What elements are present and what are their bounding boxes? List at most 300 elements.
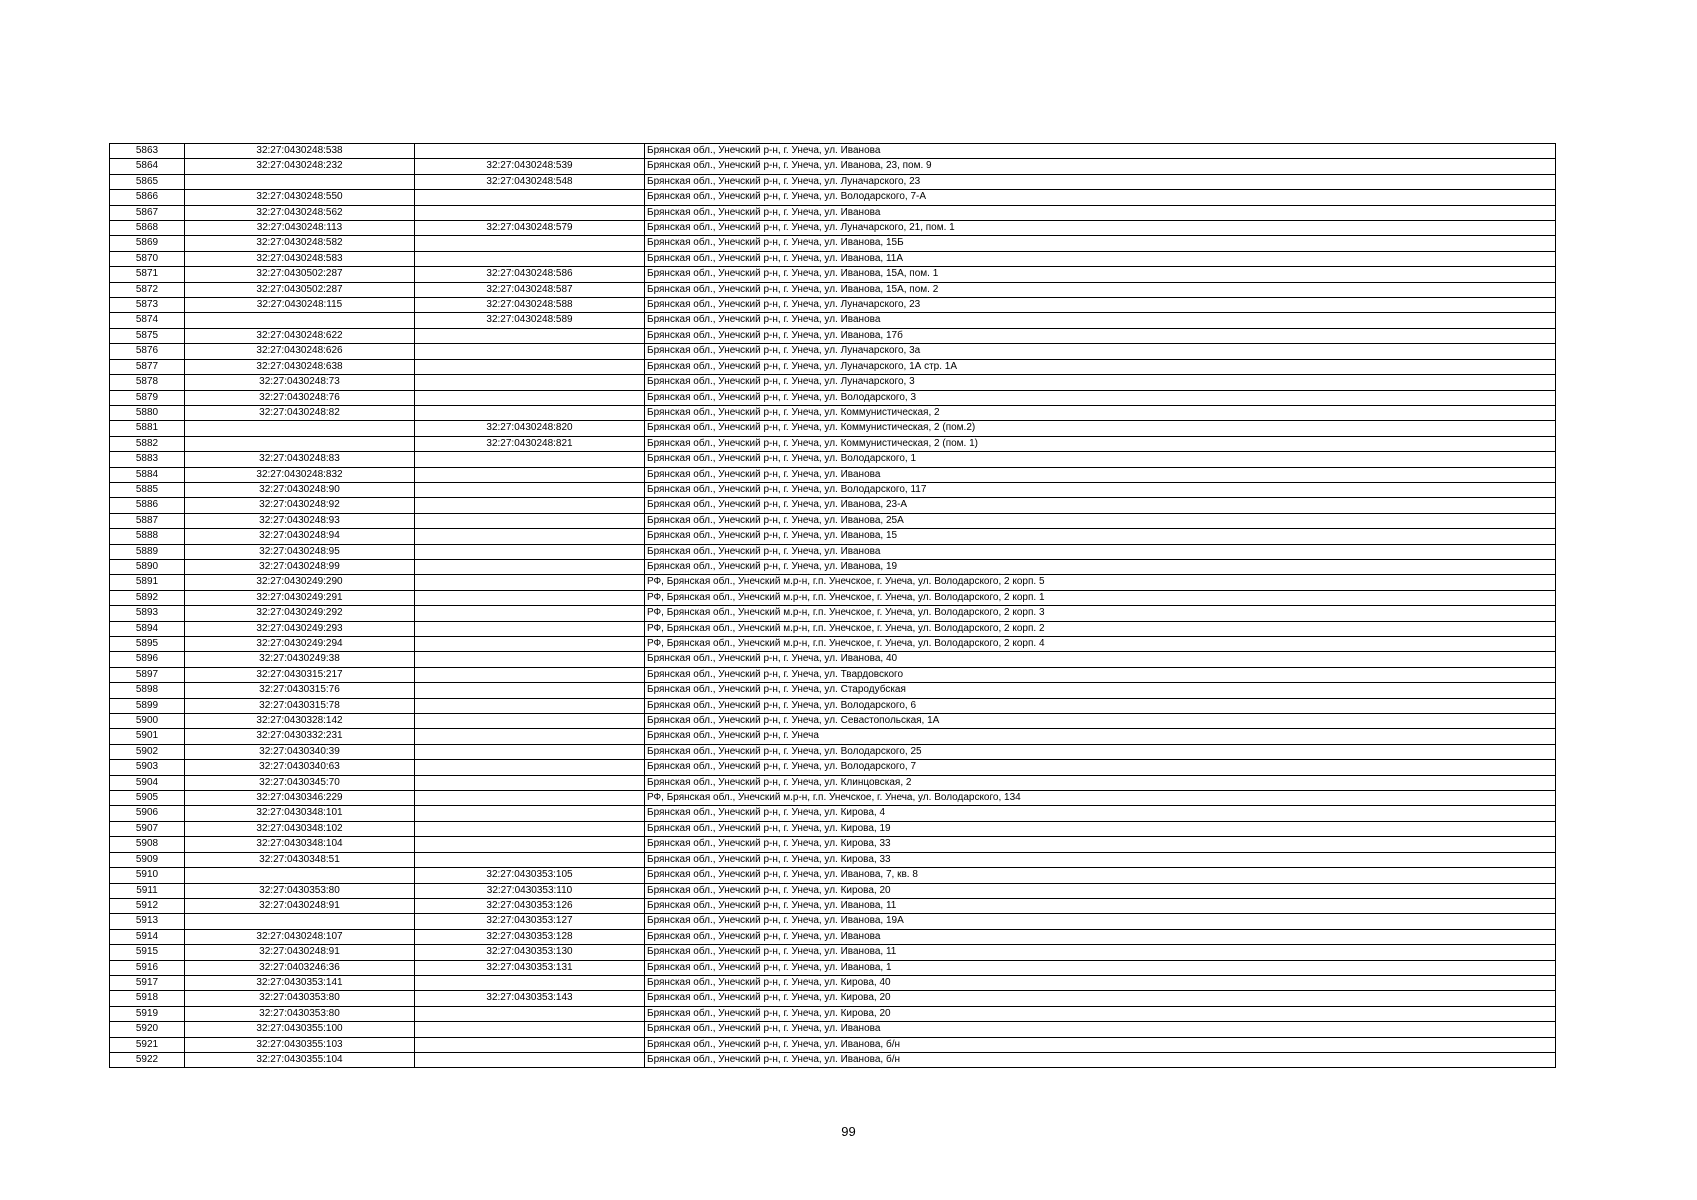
cadastral-number-cell: 32:27:0430248:113 bbox=[185, 221, 415, 236]
address-cell: Брянская обл., Унечский р-н, г. Унеча, ул. Володарского, 1 bbox=[645, 452, 1556, 467]
related-cadastral-number-cell bbox=[415, 359, 645, 374]
table-row bbox=[110, 559, 1556, 574]
address-cell: Брянская обл., Унечский р-н, г. Унеча, ул. Луначарского, 23 bbox=[645, 298, 1556, 313]
row-number-cell: 5896 bbox=[110, 652, 185, 667]
row-number-cell: 5864 bbox=[110, 159, 185, 174]
cadastral-number-cell bbox=[185, 436, 415, 451]
cadastral-number-cell: 32:27:0430353:80 bbox=[185, 1006, 415, 1021]
cadastral-number-cell: 32:27:0430248:115 bbox=[185, 298, 415, 313]
table-row bbox=[110, 729, 1556, 744]
cadastral-number-cell: 32:27:0430355:100 bbox=[185, 1022, 415, 1037]
address-cell: Брянская обл., Унечский р-н, г. Унеча, ул. Кирова, 4 bbox=[645, 806, 1556, 821]
row-number-cell: 5912 bbox=[110, 898, 185, 913]
row-number-cell: 5882 bbox=[110, 436, 185, 451]
related-cadastral-number-cell bbox=[415, 529, 645, 544]
cadastral-number-cell: 32:27:0430345:70 bbox=[185, 775, 415, 790]
row-number-cell: 5906 bbox=[110, 806, 185, 821]
row-number-cell: 5881 bbox=[110, 421, 185, 436]
cadastral-number-cell: 32:27:0403246:36 bbox=[185, 960, 415, 975]
cadastral-number-cell: 32:27:0430248:95 bbox=[185, 544, 415, 559]
table-row bbox=[110, 590, 1556, 605]
cadastral-number-cell bbox=[185, 421, 415, 436]
cadastral-number-cell: 32:27:0430353:141 bbox=[185, 975, 415, 990]
address-cell: Брянская обл., Унечский р-н, г. Унеча, ул. Иванова, 15Б bbox=[645, 236, 1556, 251]
related-cadastral-number-cell bbox=[415, 975, 645, 990]
cadastral-number-cell: 32:27:0430248:626 bbox=[185, 344, 415, 359]
address-cell: Брянская обл., Унечский р-н, г. Унеча, ул. Иванова, 11 bbox=[645, 945, 1556, 960]
cadastral-number-cell: 32:27:0430348:51 bbox=[185, 852, 415, 867]
related-cadastral-number-cell bbox=[415, 544, 645, 559]
address-cell: Брянская обл., Унечский р-н, г. Унеча, ул. Володарского, 3 bbox=[645, 390, 1556, 405]
row-number-cell: 5877 bbox=[110, 359, 185, 374]
related-cadastral-number-cell bbox=[415, 791, 645, 806]
cadastral-number-cell: 32:27:0430248:92 bbox=[185, 498, 415, 513]
row-number-cell: 5885 bbox=[110, 482, 185, 497]
row-number-cell: 5908 bbox=[110, 837, 185, 852]
related-cadastral-number-cell bbox=[415, 837, 645, 852]
related-cadastral-number-cell bbox=[415, 821, 645, 836]
table-row bbox=[110, 621, 1556, 636]
cadastral-number-cell: 32:27:0430248:638 bbox=[185, 359, 415, 374]
cadastral-number-cell: 32:27:0430502:287 bbox=[185, 267, 415, 282]
row-number-cell: 5898 bbox=[110, 683, 185, 698]
cadastral-number-cell: 32:27:0430248:583 bbox=[185, 251, 415, 266]
cadastral-number-cell: 32:27:0430346:229 bbox=[185, 791, 415, 806]
cadastral-number-cell: 32:27:0430248:622 bbox=[185, 328, 415, 343]
table-row bbox=[110, 806, 1556, 821]
address-cell: Брянская обл., Унечский р-н, г. Унеча, ул. Володарского, 25 bbox=[645, 744, 1556, 759]
row-number-cell: 5922 bbox=[110, 1052, 185, 1067]
address-cell: Брянская обл., Унечский р-н, г. Унеча, ул. Иванова, 7, кв. 8 bbox=[645, 868, 1556, 883]
table-row bbox=[110, 144, 1556, 159]
registry-table bbox=[109, 143, 1556, 1068]
related-cadastral-number-cell bbox=[415, 806, 645, 821]
row-number-cell: 5876 bbox=[110, 344, 185, 359]
row-number-cell: 5917 bbox=[110, 975, 185, 990]
cadastral-number-cell: 32:27:0430249:293 bbox=[185, 621, 415, 636]
address-cell: Брянская обл., Унечский р-н, г. Унеча, ул. Коммунистическая, 2 bbox=[645, 405, 1556, 420]
related-cadastral-number-cell bbox=[415, 606, 645, 621]
row-number-cell: 5918 bbox=[110, 991, 185, 1006]
table-row bbox=[110, 606, 1556, 621]
address-cell: Брянская обл., Унечский р-н, г. Унеча, ул. Кирова, 33 bbox=[645, 852, 1556, 867]
row-number-cell: 5884 bbox=[110, 467, 185, 482]
address-cell: Брянская обл., Унечский р-н, г. Унеча, ул. Кирова, 40 bbox=[645, 975, 1556, 990]
cadastral-number-cell: 32:27:0430315:217 bbox=[185, 667, 415, 682]
address-cell: Брянская обл., Унечский р-н, г. Унеча, ул. Твардовского bbox=[645, 667, 1556, 682]
address-cell: РФ, Брянская обл., Унечский м.р-н, г.п. Унечское, г. Унеча, ул. Володарского, 2 корп. 1 bbox=[645, 590, 1556, 605]
related-cadastral-number-cell bbox=[415, 852, 645, 867]
related-cadastral-number-cell: 32:27:0430353:130 bbox=[415, 945, 645, 960]
related-cadastral-number-cell bbox=[415, 205, 645, 220]
related-cadastral-number-cell bbox=[415, 667, 645, 682]
table-row bbox=[110, 482, 1556, 497]
row-number-cell: 5904 bbox=[110, 775, 185, 790]
address-cell: Брянская обл., Унечский р-н, г. Унеча, ул. Володарского, 7-А bbox=[645, 190, 1556, 205]
related-cadastral-number-cell bbox=[415, 390, 645, 405]
table-row bbox=[110, 1006, 1556, 1021]
row-number-cell: 5899 bbox=[110, 698, 185, 713]
row-number-cell: 5911 bbox=[110, 883, 185, 898]
cadastral-number-cell: 32:27:0430348:101 bbox=[185, 806, 415, 821]
cadastral-number-cell: 32:27:0430249:290 bbox=[185, 575, 415, 590]
related-cadastral-number-cell bbox=[415, 405, 645, 420]
cadastral-number-cell bbox=[185, 868, 415, 883]
address-cell: Брянская обл., Унечский р-н, г. Унеча, ул. Клинцовская, 2 bbox=[645, 775, 1556, 790]
table-row bbox=[110, 236, 1556, 251]
related-cadastral-number-cell bbox=[415, 744, 645, 759]
page-number: 99 bbox=[841, 1124, 856, 1139]
related-cadastral-number-cell bbox=[415, 498, 645, 513]
cadastral-number-cell: 32:27:0430355:104 bbox=[185, 1052, 415, 1067]
cadastral-number-cell: 32:27:0430348:104 bbox=[185, 837, 415, 852]
address-cell: Брянская обл., Унечский р-н, г. Унеча, ул. Иванова, 23, пом. 9 bbox=[645, 159, 1556, 174]
row-number-cell: 5894 bbox=[110, 621, 185, 636]
address-cell: РФ, Брянская обл., Унечский м.р-н, г.п. Унечское, г. Унеча, ул. Володарского, 2 корп. 2 bbox=[645, 621, 1556, 636]
address-cell: Брянская обл., Унечский р-н, г. Унеча, ул. Луначарского, 1А стр. 1А bbox=[645, 359, 1556, 374]
table-row bbox=[110, 375, 1556, 390]
related-cadastral-number-cell bbox=[415, 344, 645, 359]
table-row bbox=[110, 683, 1556, 698]
related-cadastral-number-cell bbox=[415, 760, 645, 775]
address-cell: Брянская обл., Унечский р-н, г. Унеча, ул. Иванова, 11 bbox=[645, 898, 1556, 913]
table-row bbox=[110, 421, 1556, 436]
address-cell: Брянская обл., Унечский р-н, г. Унеча, ул. Иванова, 15А, пом. 1 bbox=[645, 267, 1556, 282]
address-cell: Брянская обл., Унечский р-н, г. Унеча, ул. Володарского, 6 bbox=[645, 698, 1556, 713]
address-cell: Брянская обл., Унечский р-н, г. Унеча, ул. Иванова bbox=[645, 929, 1556, 944]
table-row bbox=[110, 498, 1556, 513]
address-cell: РФ, Брянская обл., Унечский м.р-н, г.п. Унечское, г. Унеча, ул. Володарского, 134 bbox=[645, 791, 1556, 806]
row-number-cell: 5909 bbox=[110, 852, 185, 867]
related-cadastral-number-cell bbox=[415, 559, 645, 574]
cadastral-number-cell: 32:27:0430315:76 bbox=[185, 683, 415, 698]
row-number-cell: 5892 bbox=[110, 590, 185, 605]
row-number-cell: 5868 bbox=[110, 221, 185, 236]
row-number-cell: 5870 bbox=[110, 251, 185, 266]
cadastral-number-cell: 32:27:0430332:231 bbox=[185, 729, 415, 744]
cadastral-number-cell: 32:27:0430249:291 bbox=[185, 590, 415, 605]
table-row bbox=[110, 698, 1556, 713]
address-cell: Брянская обл., Унечский р-н, г. Унеча, ул. Кирова, 20 bbox=[645, 883, 1556, 898]
table-row bbox=[110, 868, 1556, 883]
address-cell: Брянская обл., Унечский р-н, г. Унеча, ул. Иванова, 15 bbox=[645, 529, 1556, 544]
row-number-cell: 5905 bbox=[110, 791, 185, 806]
table-row bbox=[110, 714, 1556, 729]
related-cadastral-number-cell bbox=[415, 467, 645, 482]
address-cell: Брянская обл., Унечский р-н, г. Унеча, ул. Иванова, 25А bbox=[645, 513, 1556, 528]
row-number-cell: 5879 bbox=[110, 390, 185, 405]
table-row bbox=[110, 359, 1556, 374]
related-cadastral-number-cell bbox=[415, 590, 645, 605]
related-cadastral-number-cell: 32:27:0430353:128 bbox=[415, 929, 645, 944]
address-cell: Брянская обл., Унечский р-н, г. Унеча, ул. Иванова, 17б bbox=[645, 328, 1556, 343]
address-cell: Брянская обл., Унечский р-н, г. Унеча, ул. Иванова, 23-А bbox=[645, 498, 1556, 513]
address-cell: Брянская обл., Унечский р-н, г. Унеча, ул. Володарского, 117 bbox=[645, 482, 1556, 497]
cadastral-number-cell: 32:27:0430355:103 bbox=[185, 1037, 415, 1052]
cadastral-number-cell bbox=[185, 313, 415, 328]
table-body bbox=[110, 144, 1556, 1068]
address-cell: Брянская обл., Унечский р-н, г. Унеча, ул. Иванова, 19 bbox=[645, 559, 1556, 574]
related-cadastral-number-cell bbox=[415, 698, 645, 713]
cadastral-number-cell: 32:27:0430315:78 bbox=[185, 698, 415, 713]
cadastral-number-cell: 32:27:0430249:294 bbox=[185, 637, 415, 652]
address-cell: РФ, Брянская обл., Унечский м.р-н, г.п. Унечское, г. Унеча, ул. Володарского, 2 корп. 5 bbox=[645, 575, 1556, 590]
table-row bbox=[110, 405, 1556, 420]
table-row bbox=[110, 975, 1556, 990]
table-row bbox=[110, 852, 1556, 867]
address-cell: Брянская обл., Унечский р-н, г. Унеча, ул. Кирова, 19 bbox=[645, 821, 1556, 836]
row-number-cell: 5921 bbox=[110, 1037, 185, 1052]
related-cadastral-number-cell: 32:27:0430248:548 bbox=[415, 174, 645, 189]
cadastral-number-cell: 32:27:0430249:38 bbox=[185, 652, 415, 667]
row-number-cell: 5880 bbox=[110, 405, 185, 420]
table-row bbox=[110, 791, 1556, 806]
row-number-cell: 5871 bbox=[110, 267, 185, 282]
row-number-cell: 5914 bbox=[110, 929, 185, 944]
row-number-cell: 5890 bbox=[110, 559, 185, 574]
cadastral-number-cell: 32:27:0430340:63 bbox=[185, 760, 415, 775]
related-cadastral-number-cell bbox=[415, 452, 645, 467]
row-number-cell: 5913 bbox=[110, 914, 185, 929]
table-row bbox=[110, 667, 1556, 682]
table-row bbox=[110, 760, 1556, 775]
related-cadastral-number-cell bbox=[415, 637, 645, 652]
related-cadastral-number-cell: 32:27:0430248:539 bbox=[415, 159, 645, 174]
address-cell: Брянская обл., Унечский р-н, г. Унеча, ул. Кирова, 20 bbox=[645, 991, 1556, 1006]
table-row bbox=[110, 898, 1556, 913]
cadastral-number-cell: 32:27:0430249:292 bbox=[185, 606, 415, 621]
table-row bbox=[110, 914, 1556, 929]
row-number-cell: 5916 bbox=[110, 960, 185, 975]
table-row bbox=[110, 344, 1556, 359]
cadastral-number-cell: 32:27:0430248:99 bbox=[185, 559, 415, 574]
cadastral-number-cell bbox=[185, 174, 415, 189]
related-cadastral-number-cell bbox=[415, 190, 645, 205]
related-cadastral-number-cell: 32:27:0430248:821 bbox=[415, 436, 645, 451]
related-cadastral-number-cell bbox=[415, 513, 645, 528]
address-cell: Брянская обл., Унечский р-н, г. Унеча, ул. Володарского, 7 bbox=[645, 760, 1556, 775]
table-row bbox=[110, 775, 1556, 790]
table-row bbox=[110, 313, 1556, 328]
address-cell: Брянская обл., Унечский р-н, г. Унеча, ул. Иванова, 19А bbox=[645, 914, 1556, 929]
row-number-cell: 5878 bbox=[110, 375, 185, 390]
row-number-cell: 5920 bbox=[110, 1022, 185, 1037]
table-row bbox=[110, 174, 1556, 189]
address-cell: Брянская обл., Унечский р-н, г. Унеча, ул. Иванова, б/н bbox=[645, 1037, 1556, 1052]
address-cell: Брянская обл., Унечский р-н, г. Унеча, ул. Кирова, 33 bbox=[645, 837, 1556, 852]
address-cell: Брянская обл., Унечский р-н, г. Унеча, ул. Коммунистическая, 2 (пом.2) bbox=[645, 421, 1556, 436]
row-number-cell: 5902 bbox=[110, 744, 185, 759]
row-number-cell: 5889 bbox=[110, 544, 185, 559]
table-row bbox=[110, 205, 1556, 220]
cadastral-number-cell: 32:27:0430248:82 bbox=[185, 405, 415, 420]
cadastral-number-cell: 32:27:0430248:90 bbox=[185, 482, 415, 497]
address-cell: Брянская обл., Унечский р-н, г. Унеча, ул. Луначарского, 3а bbox=[645, 344, 1556, 359]
address-cell: Брянская обл., Унечский р-н, г. Унеча, ул. Иванова, 1 bbox=[645, 960, 1556, 975]
address-cell: Брянская обл., Унечский р-н, г. Унеча, ул. Луначарского, 3 bbox=[645, 375, 1556, 390]
address-cell: Брянская обл., Унечский р-н, г. Унеча bbox=[645, 729, 1556, 744]
address-cell: Брянская обл., Унечский р-н, г. Унеча, ул. Иванова, 15А, пом. 2 bbox=[645, 282, 1556, 297]
address-cell: Брянская обл., Унечский р-н, г. Унеча, ул. Иванова bbox=[645, 467, 1556, 482]
table-row bbox=[110, 267, 1556, 282]
table-row bbox=[110, 945, 1556, 960]
table-row bbox=[110, 637, 1556, 652]
related-cadastral-number-cell: 32:27:0430353:126 bbox=[415, 898, 645, 913]
row-number-cell: 5891 bbox=[110, 575, 185, 590]
row-number-cell: 5895 bbox=[110, 637, 185, 652]
row-number-cell: 5886 bbox=[110, 498, 185, 513]
address-cell: РФ, Брянская обл., Унечский м.р-н, г.п. Унечское, г. Унеча, ул. Володарского, 2 корп. 4 bbox=[645, 637, 1556, 652]
row-number-cell: 5900 bbox=[110, 714, 185, 729]
related-cadastral-number-cell bbox=[415, 251, 645, 266]
related-cadastral-number-cell: 32:27:0430248:586 bbox=[415, 267, 645, 282]
table-row bbox=[110, 390, 1556, 405]
row-number-cell: 5919 bbox=[110, 1006, 185, 1021]
related-cadastral-number-cell bbox=[415, 621, 645, 636]
table-row bbox=[110, 513, 1556, 528]
address-cell: Брянская обл., Унечский р-н, г. Унеча, ул. Иванова bbox=[645, 205, 1556, 220]
table-row bbox=[110, 744, 1556, 759]
address-cell: Брянская обл., Унечский р-н, г. Унеча, ул. Коммунистическая, 2 (пом. 1) bbox=[645, 436, 1556, 451]
address-cell: Брянская обл., Унечский р-н, г. Унеча, ул. Иванова, б/н bbox=[645, 1052, 1556, 1067]
row-number-cell: 5910 bbox=[110, 868, 185, 883]
cadastral-number-cell: 32:27:0430348:102 bbox=[185, 821, 415, 836]
table-row bbox=[110, 452, 1556, 467]
related-cadastral-number-cell: 32:27:0430248:588 bbox=[415, 298, 645, 313]
address-cell: Брянская обл., Унечский р-н, г. Унеча, ул. Иванова bbox=[645, 544, 1556, 559]
cadastral-number-cell: 32:27:0430248:93 bbox=[185, 513, 415, 528]
cadastral-number-cell: 32:27:0430353:80 bbox=[185, 991, 415, 1006]
cadastral-number-cell: 32:27:0430248:73 bbox=[185, 375, 415, 390]
table-row bbox=[110, 1052, 1556, 1067]
cadastral-number-cell: 32:27:0430248:232 bbox=[185, 159, 415, 174]
cadastral-number-cell: 32:27:0430248:538 bbox=[185, 144, 415, 159]
table-row bbox=[110, 467, 1556, 482]
table-row bbox=[110, 991, 1556, 1006]
row-number-cell: 5915 bbox=[110, 945, 185, 960]
table-row bbox=[110, 190, 1556, 205]
cadastral-number-cell bbox=[185, 914, 415, 929]
row-number-cell: 5866 bbox=[110, 190, 185, 205]
row-number-cell: 5865 bbox=[110, 174, 185, 189]
row-number-cell: 5869 bbox=[110, 236, 185, 251]
table-row bbox=[110, 282, 1556, 297]
row-number-cell: 5872 bbox=[110, 282, 185, 297]
related-cadastral-number-cell: 32:27:0430353:110 bbox=[415, 883, 645, 898]
related-cadastral-number-cell bbox=[415, 482, 645, 497]
table-row bbox=[110, 821, 1556, 836]
address-cell: Брянская обл., Унечский р-н, г. Унеча, ул. Луначарского, 23 bbox=[645, 174, 1556, 189]
cadastral-number-cell: 32:27:0430502:287 bbox=[185, 282, 415, 297]
related-cadastral-number-cell bbox=[415, 1052, 645, 1067]
related-cadastral-number-cell bbox=[415, 236, 645, 251]
table-row bbox=[110, 159, 1556, 174]
related-cadastral-number-cell: 32:27:0430353:143 bbox=[415, 991, 645, 1006]
related-cadastral-number-cell bbox=[415, 729, 645, 744]
related-cadastral-number-cell bbox=[415, 775, 645, 790]
table-row bbox=[110, 544, 1556, 559]
address-cell: Брянская обл., Унечский р-н, г. Унеча, ул. Стародубская bbox=[645, 683, 1556, 698]
row-number-cell: 5875 bbox=[110, 328, 185, 343]
cadastral-number-cell: 32:27:0430328:142 bbox=[185, 714, 415, 729]
row-number-cell: 5887 bbox=[110, 513, 185, 528]
row-number-cell: 5897 bbox=[110, 667, 185, 682]
related-cadastral-number-cell bbox=[415, 1022, 645, 1037]
cadastral-number-cell: 32:27:0430248:582 bbox=[185, 236, 415, 251]
table-row bbox=[110, 436, 1556, 451]
table-row bbox=[110, 883, 1556, 898]
table-row bbox=[110, 298, 1556, 313]
address-cell: Брянская обл., Унечский р-н, г. Унеча, ул. Иванова, 40 bbox=[645, 652, 1556, 667]
table-row bbox=[110, 1037, 1556, 1052]
related-cadastral-number-cell: 32:27:0430248:820 bbox=[415, 421, 645, 436]
related-cadastral-number-cell bbox=[415, 714, 645, 729]
table-row bbox=[110, 575, 1556, 590]
table-row bbox=[110, 837, 1556, 852]
cadastral-number-cell: 32:27:0430248:94 bbox=[185, 529, 415, 544]
row-number-cell: 5907 bbox=[110, 821, 185, 836]
related-cadastral-number-cell bbox=[415, 144, 645, 159]
cadastral-number-cell: 32:27:0430248:832 bbox=[185, 467, 415, 482]
cadastral-number-cell: 32:27:0430248:562 bbox=[185, 205, 415, 220]
address-cell: Брянская обл., Унечский р-н, г. Унеча, ул. Иванова bbox=[645, 313, 1556, 328]
related-cadastral-number-cell bbox=[415, 652, 645, 667]
related-cadastral-number-cell bbox=[415, 1037, 645, 1052]
cadastral-number-cell: 32:27:0430248:550 bbox=[185, 190, 415, 205]
cadastral-number-cell: 32:27:0430248:83 bbox=[185, 452, 415, 467]
address-cell: Брянская обл., Унечский р-н, г. Унеча, ул. Иванова bbox=[645, 1022, 1556, 1037]
address-cell: Брянская обл., Унечский р-н, г. Унеча, ул. Кирова, 20 bbox=[645, 1006, 1556, 1021]
related-cadastral-number-cell bbox=[415, 575, 645, 590]
related-cadastral-number-cell bbox=[415, 375, 645, 390]
row-number-cell: 5888 bbox=[110, 529, 185, 544]
row-number-cell: 5883 bbox=[110, 452, 185, 467]
cadastral-number-cell: 32:27:0430248:107 bbox=[185, 929, 415, 944]
table-row bbox=[110, 960, 1556, 975]
related-cadastral-number-cell: 32:27:0430248:589 bbox=[415, 313, 645, 328]
cadastral-number-cell: 32:27:0430353:80 bbox=[185, 883, 415, 898]
row-number-cell: 5903 bbox=[110, 760, 185, 775]
table-row bbox=[110, 929, 1556, 944]
related-cadastral-number-cell: 32:27:0430248:579 bbox=[415, 221, 645, 236]
table-row bbox=[110, 251, 1556, 266]
row-number-cell: 5874 bbox=[110, 313, 185, 328]
table-row bbox=[110, 529, 1556, 544]
address-cell: Брянская обл., Унечский р-н, г. Унеча, ул. Иванова bbox=[645, 144, 1556, 159]
cadastral-number-cell: 32:27:0430248:76 bbox=[185, 390, 415, 405]
cadastral-number-cell: 32:27:0430340:39 bbox=[185, 744, 415, 759]
cadastral-number-cell: 32:27:0430248:91 bbox=[185, 898, 415, 913]
address-cell: Брянская обл., Унечский р-н, г. Унеча, ул. Севастопольская, 1А bbox=[645, 714, 1556, 729]
row-number-cell: 5873 bbox=[110, 298, 185, 313]
row-number-cell: 5867 bbox=[110, 205, 185, 220]
table-row bbox=[110, 328, 1556, 343]
related-cadastral-number-cell: 32:27:0430248:587 bbox=[415, 282, 645, 297]
related-cadastral-number-cell bbox=[415, 1006, 645, 1021]
related-cadastral-number-cell bbox=[415, 683, 645, 698]
address-cell: Брянская обл., Унечский р-н, г. Унеча, ул. Луначарского, 21, пом. 1 bbox=[645, 221, 1556, 236]
address-cell: Брянская обл., Унечский р-н, г. Унеча, ул. Иванова, 11А bbox=[645, 251, 1556, 266]
row-number-cell: 5901 bbox=[110, 729, 185, 744]
table-row bbox=[110, 1022, 1556, 1037]
row-number-cell: 5863 bbox=[110, 144, 185, 159]
table-row bbox=[110, 652, 1556, 667]
related-cadastral-number-cell: 32:27:0430353:127 bbox=[415, 914, 645, 929]
address-cell: РФ, Брянская обл., Унечский м.р-н, г.п. Унечское, г. Унеча, ул. Володарского, 2 корп. 3 bbox=[645, 606, 1556, 621]
related-cadastral-number-cell: 32:27:0430353:105 bbox=[415, 868, 645, 883]
row-number-cell: 5893 bbox=[110, 606, 185, 621]
related-cadastral-number-cell: 32:27:0430353:131 bbox=[415, 960, 645, 975]
